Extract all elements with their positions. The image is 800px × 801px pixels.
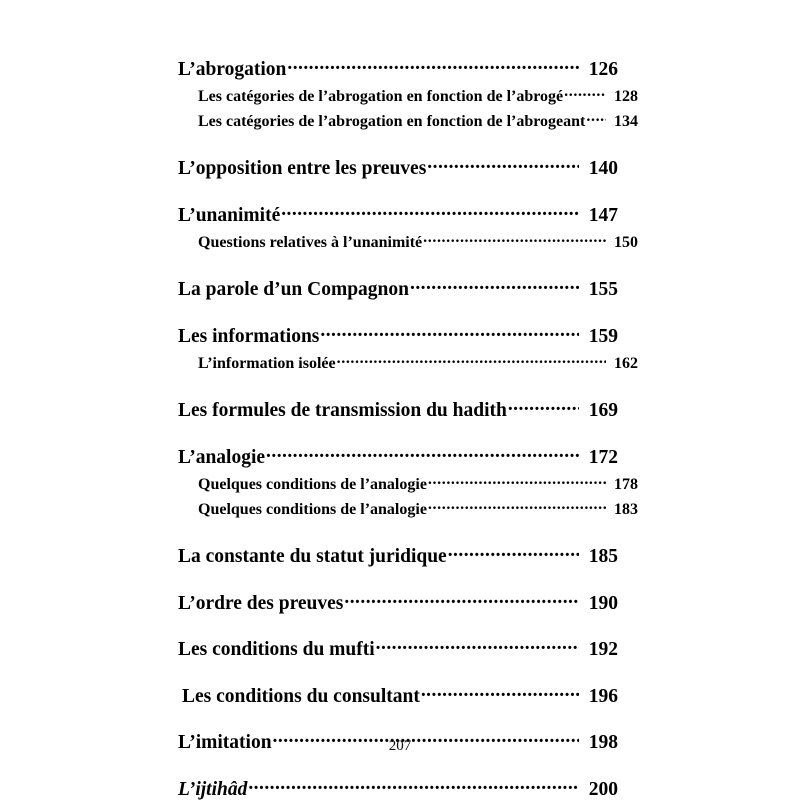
toc-entry-page-number: 198 [588, 732, 618, 753]
toc-dot-leader [428, 498, 606, 514]
toc-entry-page-number: 172 [588, 446, 618, 468]
toc-entry[interactable] [178, 397, 618, 423]
toc-entry[interactable] [178, 155, 618, 181]
toc-entry-page-number: 134 [614, 112, 638, 130]
toc-entry[interactable] [178, 473, 638, 494]
toc-entry[interactable] [178, 775, 618, 801]
toc-entry-label: L’ijtihâd [178, 778, 248, 800]
page-folio-number: 207 [388, 738, 412, 754]
toc-entry-label: L’opposition entre les preuves [178, 158, 427, 179]
toc-dot-leader [448, 543, 579, 563]
toc-entry-page-number: 185 [588, 546, 618, 567]
toc-entry-label: Les formules de transmission du hadith [178, 400, 507, 421]
toc-entry[interactable] [178, 352, 638, 373]
toc-dot-leader [320, 322, 579, 342]
toc-entry-label: La parole d’un Compagnon [178, 279, 409, 300]
toc-entry[interactable] [178, 682, 618, 708]
toc-dot-leader [266, 443, 579, 463]
toc-entry-label: Les catégories de l’abrogation en fonction de l’abrogé [198, 87, 564, 105]
toc-entry[interactable] [178, 55, 618, 81]
toc-entry[interactable] [178, 543, 618, 569]
toc-entry-page-number: 140 [588, 158, 618, 179]
toc-entry-page-number: 126 [588, 58, 618, 80]
toc-entry-label: La constante du statut juridique [178, 546, 447, 567]
toc-entry-label: Les informations [178, 325, 320, 347]
toc-dot-leader [410, 276, 579, 296]
toc-entry-page-number: 155 [588, 279, 618, 300]
toc-entry-label: Les conditions du mufti [178, 639, 375, 660]
toc-entry-label: Quelques conditions de l’analogie [198, 500, 427, 518]
toc-entry[interactable] [178, 322, 618, 348]
toc-entry-page-number: 128 [614, 87, 638, 105]
toc-entry-label: Les conditions du consultant [182, 685, 420, 707]
toc-entry-page-number: 192 [588, 639, 618, 660]
toc-entry-label: L’abrogation [178, 58, 287, 80]
toc-entry-page-number: 159 [588, 325, 618, 347]
toc-entry-label: Questions relatives à l’unanimité [198, 233, 423, 251]
toc-entry-page-number: 147 [588, 204, 618, 226]
toc-entry[interactable] [178, 231, 638, 252]
toc-dot-leader [281, 201, 579, 221]
toc-dot-leader [586, 110, 606, 126]
toc-dot-leader [287, 55, 579, 75]
toc-dot-leader [376, 636, 579, 656]
toc-entry-label: L’imitation [178, 732, 272, 753]
toc-entry-page-number: 178 [614, 475, 638, 493]
toc-dot-leader [427, 155, 579, 175]
toc-entry-page-number: 162 [614, 354, 638, 372]
toc-entry-page-number: 190 [588, 592, 618, 614]
toc-dot-leader [421, 682, 579, 702]
toc-entry-label: Quelques conditions de l’analogie [198, 475, 427, 493]
toc-entry-label: Les catégories de l’abrogation en fonction de l’abrogeant [198, 112, 586, 130]
toc-entry-page-number: 196 [588, 685, 618, 707]
toc-entry[interactable] [178, 110, 638, 131]
toc-entry[interactable] [178, 589, 618, 615]
toc-dot-leader [564, 85, 606, 101]
toc-dot-leader [337, 352, 606, 368]
toc-entry-label: L’analogie [178, 446, 266, 468]
toc-entry-page-number: 200 [588, 778, 618, 800]
toc-entry-page-number: 169 [588, 400, 618, 421]
toc-dot-leader [423, 231, 606, 247]
toc-entry[interactable] [178, 498, 638, 519]
toc-entry[interactable] [178, 276, 618, 302]
toc-dot-leader [508, 397, 579, 417]
toc-dot-leader [428, 473, 606, 489]
toc-entry[interactable] [178, 443, 618, 469]
toc-dot-leader [344, 589, 579, 609]
toc-entry-page-number: 150 [614, 233, 638, 251]
toc-dot-leader [248, 775, 579, 795]
toc-entry[interactable] [178, 85, 638, 106]
table-of-contents [178, 55, 638, 801]
toc-entry-label: L’information isolée [198, 354, 336, 372]
toc-entry-label: L’unanimité [178, 204, 281, 226]
toc-entry[interactable] [178, 201, 618, 227]
toc-entry-page-number: 183 [614, 500, 638, 518]
toc-entry[interactable] [178, 636, 618, 662]
toc-entry-label: L’ordre des preuves [178, 592, 344, 614]
